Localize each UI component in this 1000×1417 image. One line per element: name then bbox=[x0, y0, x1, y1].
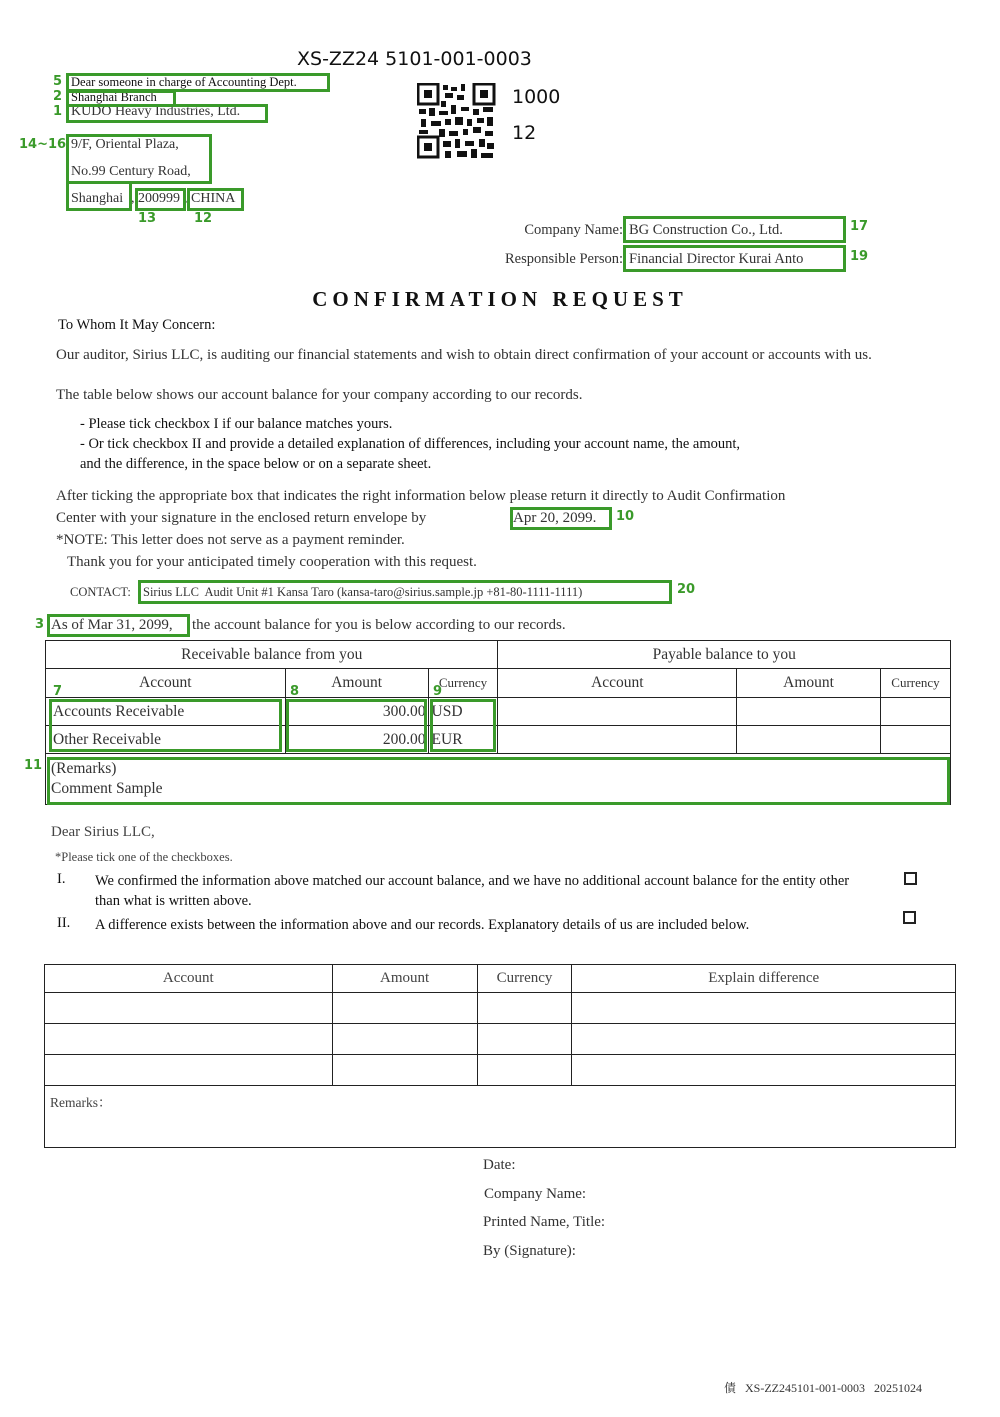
recipient-country: CHINA bbox=[191, 191, 236, 206]
instruction-bullet-1: - Please tick checkbox I if our balance matches yours. bbox=[80, 416, 393, 432]
letter-para2: The table below shows our account balance for your company according to our records. bbox=[56, 387, 583, 403]
signature-label: By (Signature): bbox=[483, 1243, 576, 1259]
diff-currency-input[interactable] bbox=[477, 993, 572, 1024]
recipient-attention: Dear someone in charge of Accounting Dept. bbox=[71, 75, 297, 89]
diff-explain-input[interactable] bbox=[572, 1055, 956, 1086]
table-row bbox=[45, 1055, 956, 1086]
payable-currency bbox=[880, 698, 950, 726]
col-header-payable-account: Account bbox=[498, 669, 737, 698]
annotation-box-19 bbox=[623, 245, 846, 272]
annotation-label-3: 3 bbox=[35, 617, 45, 632]
diff-remarks-label: Remarks： bbox=[50, 1095, 112, 1110]
annotation-box-20 bbox=[138, 580, 672, 604]
footer-reference bbox=[724, 1379, 922, 1396]
diff-account-input[interactable] bbox=[45, 1055, 333, 1086]
annotation-label-10: 10 bbox=[616, 509, 635, 524]
code-2: 12 bbox=[512, 122, 537, 144]
col-header-amount: Amount bbox=[285, 669, 428, 698]
footer-kanji: 債 bbox=[724, 1381, 737, 1395]
receivable-currency: EUR bbox=[428, 726, 498, 754]
diff-currency-input[interactable] bbox=[477, 1055, 572, 1086]
option-1-text: We confirmed the information above matched our account balance, and we have no additional account balance for the entity other than what is written above. bbox=[95, 873, 850, 909]
note-text: *NOTE: This letter does not serve as a payment reminder. bbox=[56, 532, 405, 548]
annotation-label-8: 8 bbox=[290, 684, 300, 699]
receivable-header: Receivable balance from you bbox=[46, 641, 498, 669]
recipient-city: Shanghai bbox=[71, 191, 124, 206]
instruction-bullet-2: - Or tick checkbox II and provide a detailed explanation of differences, including your account name, the amount, bbox=[80, 436, 741, 452]
signature-company-label: Company Name: bbox=[484, 1186, 587, 1202]
option-1-checkbox[interactable] bbox=[904, 872, 917, 885]
letter-para1: Our auditor, Sirius LLC, is auditing our financial statements and wish to obtain direct confirmation of your account or accounts with us. bbox=[56, 347, 872, 363]
annotation-box-11 bbox=[47, 757, 950, 805]
signature-name-label: Printed Name, Title: bbox=[483, 1214, 606, 1230]
annotation-box-12 bbox=[187, 188, 244, 211]
return-text-1: After ticking the appropriate box that indicates the right information below please return it directly to Audit Confirmation bbox=[56, 488, 786, 504]
payable-account bbox=[498, 698, 737, 726]
annotation-box-14-16 bbox=[66, 134, 212, 184]
annotation-box-17 bbox=[623, 216, 846, 243]
annotation-box-9 bbox=[430, 699, 496, 752]
table-row bbox=[45, 1024, 956, 1055]
diff-account-input[interactable] bbox=[45, 1024, 333, 1055]
contact-label: CONTACT: bbox=[70, 585, 131, 599]
annotation-label-1: 1 bbox=[53, 104, 63, 119]
option-2-checkbox[interactable] bbox=[903, 911, 916, 924]
annotation-label-7: 7 bbox=[53, 684, 63, 699]
annotation-box-8 bbox=[286, 699, 427, 752]
option-1-number: I. bbox=[57, 871, 66, 887]
responsible-person-label: Responsible Person: bbox=[504, 251, 623, 267]
diff-header-account: Account bbox=[45, 965, 333, 993]
annotation-box-10 bbox=[510, 507, 612, 530]
return-text-2: Center with your signature in the enclosed return envelope by bbox=[56, 510, 427, 526]
col-header-payable-currency: Currency bbox=[880, 669, 950, 698]
recipient-branch: Shanghai Branch bbox=[71, 90, 157, 104]
annotation-label-11: 11 bbox=[24, 758, 43, 773]
receivable-currency: USD bbox=[428, 698, 498, 726]
diff-header-explain: Explain difference bbox=[572, 965, 956, 993]
contact-value: Sirius LLC Audit Unit #1 Kansa Taro (kansa-taro@sirius.sample.jp +81-80-1111-1111) bbox=[143, 585, 583, 599]
responsible-person-value: Financial Director Kurai Anto bbox=[629, 251, 804, 267]
diff-remarks-field[interactable] bbox=[45, 1086, 956, 1148]
diff-currency-input[interactable] bbox=[477, 1024, 572, 1055]
as-of-date: As of Mar 31, 2099, bbox=[51, 617, 173, 633]
diff-header-currency: Currency bbox=[477, 965, 572, 993]
recipient-company: KUDO Heavy Industries, Ltd. bbox=[71, 104, 241, 119]
thanks-text: Thank you for your anticipated timely cooperation with this request. bbox=[67, 554, 477, 570]
difference-table bbox=[44, 964, 956, 1148]
annotation-label-5: 5 bbox=[53, 74, 63, 89]
footer-ref: XS-ZZ245101-001-0003 bbox=[745, 1381, 866, 1395]
reply-instruction: *Please tick one of the checkboxes. bbox=[55, 850, 233, 864]
qr-code-icon bbox=[417, 83, 496, 159]
annotation-box-13 bbox=[135, 188, 186, 211]
remarks-value: Comment Sample bbox=[51, 780, 163, 797]
document-title: CONFIRMATION REQUEST bbox=[312, 287, 688, 311]
annotation-box-1 bbox=[66, 104, 268, 123]
option-2-number: II. bbox=[57, 915, 71, 931]
annotation-label-13: 13 bbox=[138, 211, 157, 226]
annotation-label-19: 19 bbox=[850, 249, 869, 264]
remarks-label: (Remarks) bbox=[51, 760, 117, 777]
col-header-account: Account bbox=[46, 669, 286, 698]
receivable-account: Other Receivable bbox=[46, 726, 286, 754]
col-header-currency: Currency bbox=[428, 669, 498, 698]
payable-currency bbox=[880, 726, 950, 754]
annotation-label-2: 2 bbox=[53, 89, 63, 104]
document-number: XS-ZZ24 5101-001-0003 bbox=[297, 48, 532, 70]
diff-amount-input[interactable] bbox=[332, 1024, 477, 1055]
diff-header-amount: Amount bbox=[332, 965, 477, 993]
annotation-label-12: 12 bbox=[194, 211, 213, 226]
payable-account bbox=[498, 726, 737, 754]
reply-salutation: Dear Sirius LLC, bbox=[51, 824, 155, 840]
annotation-label-17: 17 bbox=[850, 219, 869, 234]
option-2-text: A difference exists between the information above and our records. Explanatory details of us are included below. bbox=[95, 917, 750, 933]
code-1: 1000 bbox=[512, 86, 561, 108]
receivable-account: Accounts Receivable bbox=[46, 698, 286, 726]
diff-amount-input[interactable] bbox=[332, 1055, 477, 1086]
table-row bbox=[45, 993, 956, 1024]
payable-amount bbox=[737, 698, 881, 726]
payable-header: Payable balance to you bbox=[498, 641, 951, 669]
receivable-amount: 300.00 bbox=[285, 698, 428, 726]
diff-explain-input[interactable] bbox=[572, 1024, 956, 1055]
diff-amount-input[interactable] bbox=[332, 993, 477, 1024]
annotation-label-20: 20 bbox=[677, 582, 696, 597]
payable-amount bbox=[737, 726, 881, 754]
footer-date: 20251024 bbox=[874, 1381, 923, 1395]
instruction-bullet-2b: and the difference, in the space below or on a separate sheet. bbox=[80, 456, 432, 472]
receivable-amount: 200.00 bbox=[285, 726, 428, 754]
annotation-box-3 bbox=[47, 614, 190, 637]
return-date: Apr 20, 2099. bbox=[513, 510, 597, 526]
signature-date-label: Date: bbox=[483, 1157, 516, 1173]
company-name-value: BG Construction Co., Ltd. bbox=[629, 222, 783, 238]
diff-explain-input[interactable] bbox=[572, 993, 956, 1024]
recipient-postal-code: 200999 bbox=[138, 191, 180, 206]
annotation-label-9: 9 bbox=[433, 684, 443, 699]
annotation-label-14-16: 14~16 bbox=[19, 137, 67, 152]
recipient-address-line2: No.99 Century Road, bbox=[71, 164, 191, 179]
company-name-label: Company Name: bbox=[524, 222, 623, 238]
as-of-text: the account balance for you is below according to our records. bbox=[192, 617, 566, 633]
diff-account-input[interactable] bbox=[45, 993, 333, 1024]
annotation-box-7 bbox=[49, 699, 282, 752]
col-header-payable-amount: Amount bbox=[737, 669, 881, 698]
recipient-address-line1: 9/F, Oriental Plaza, bbox=[71, 137, 179, 152]
letter-salutation: To Whom It May Concern: bbox=[58, 317, 216, 333]
